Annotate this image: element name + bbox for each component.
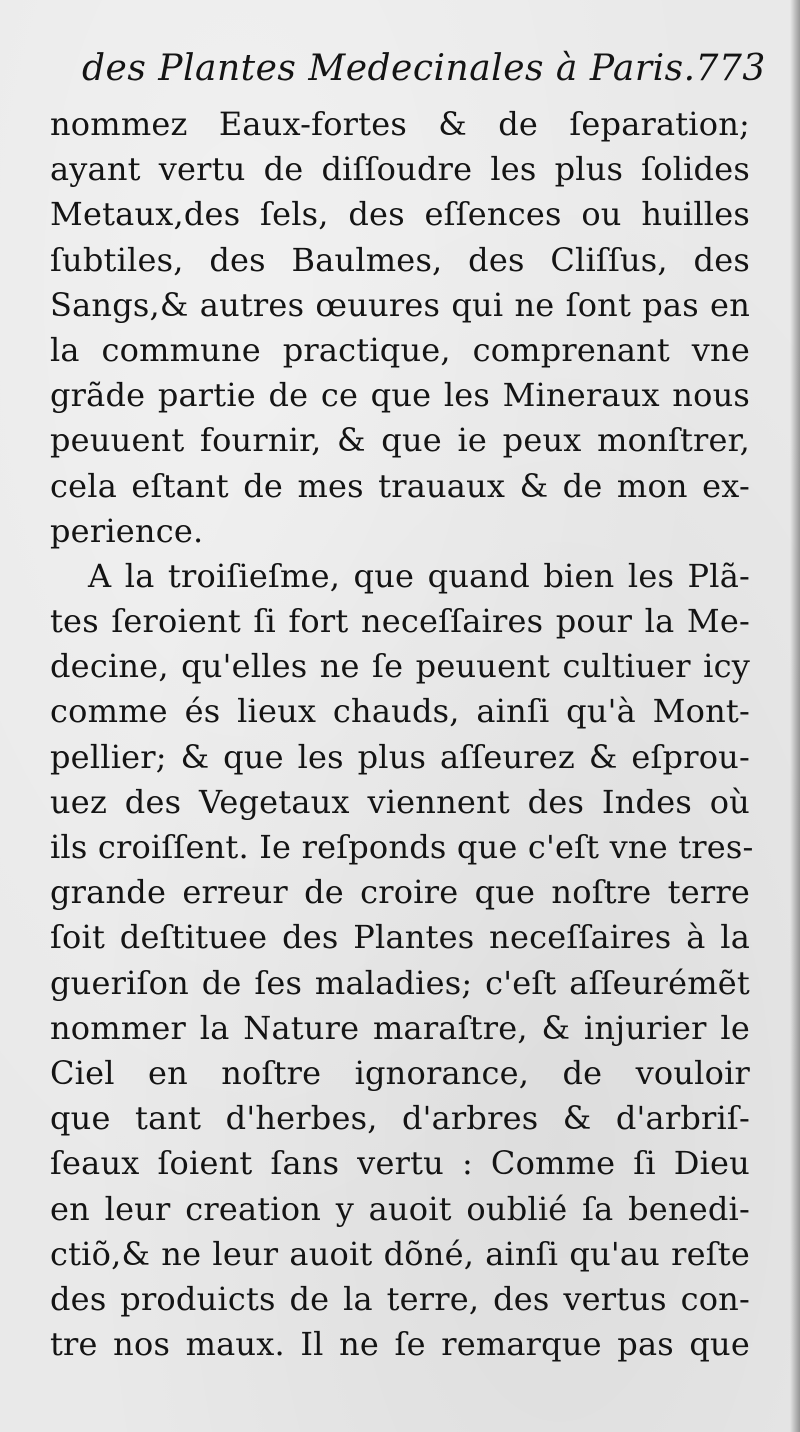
text-line: perience. [50, 511, 204, 550]
text-line: pellier; & que les plus aſſeurez & eſprou- [50, 737, 750, 776]
text-line: tes ſeroient ſi fort neceſſaires pour la Me- [50, 602, 750, 641]
text-line: comme és lieux chauds, ainſi qu'à Mont- [50, 692, 750, 731]
text-line: grãde partie de ce que les Mineraux nous [50, 376, 750, 415]
text-line: ayant vertu de diſſoudre les plus ſolides [50, 150, 750, 189]
text-line: Ciel en noſtre ignorance, de vouloir [50, 1053, 750, 1092]
text-line: des produicts de la terre, des vertus con- [50, 1279, 750, 1318]
text-line: Metaux,des ſels, des eſſences ou huilles [50, 195, 750, 234]
text-line: gueriſon de ſes maladies; c'eſt aſſeurémẽt [50, 963, 750, 1002]
text-line: nommez Eaux-fortes & de ſeparation; [50, 105, 750, 143]
text-line: ctiõ,& ne leur auoit dõné, ainſi qu'au reſte [50, 1234, 750, 1273]
text-line: ſoit deſtituee des Plantes neceſſaires à la [50, 918, 750, 957]
page-number: 773 [695, 48, 766, 89]
text-line: tre nos maux. Il ne ſe remarque pas que [50, 1325, 750, 1364]
running-title: des Plantes Medecinales à Paris. [82, 48, 696, 89]
text-line: en leur creation y auoit oublié ſa benedi- [50, 1189, 750, 1228]
text-line: ſeaux ſoient ſans vertu : Comme ſi Dieu [50, 1144, 750, 1183]
text-line: que tant d'herbes, d'arbres & d'arbriſ- [50, 1099, 750, 1138]
text-line: Sangs,& autres œuures qui ne ſont pas en [50, 285, 750, 324]
text-line: nommer la Nature maraſtre, & injurier le [50, 1008, 750, 1047]
page-text-block [50, 48, 766, 1367]
page-header [50, 48, 766, 102]
text-line: ils croiſſent. Ie reſponds que c'eſt vne tres- [50, 828, 754, 866]
text-line: uez des Vegetaux viennent des Indes où [50, 782, 750, 821]
paragraph-start-line: A la troiſieſme, que quand bien les Plã- [88, 556, 750, 595]
text-line: decine, qu'elles ne ſe peuuent cultiuer icy [50, 647, 750, 686]
text-line: peuuent fournir, & que ie peux monſtrer, [50, 421, 750, 460]
text-line: cela eſtant de mes trauaux & de mon ex- [50, 466, 750, 505]
page-edge-shadow [790, 0, 800, 1432]
text-line: ſubtiles, des Baulmes, des Cliſſus, des [50, 240, 750, 279]
text-line: grande erreur de croire que noſtre terre [50, 873, 750, 912]
text-line: la commune practique, comprenant vne [50, 330, 750, 369]
